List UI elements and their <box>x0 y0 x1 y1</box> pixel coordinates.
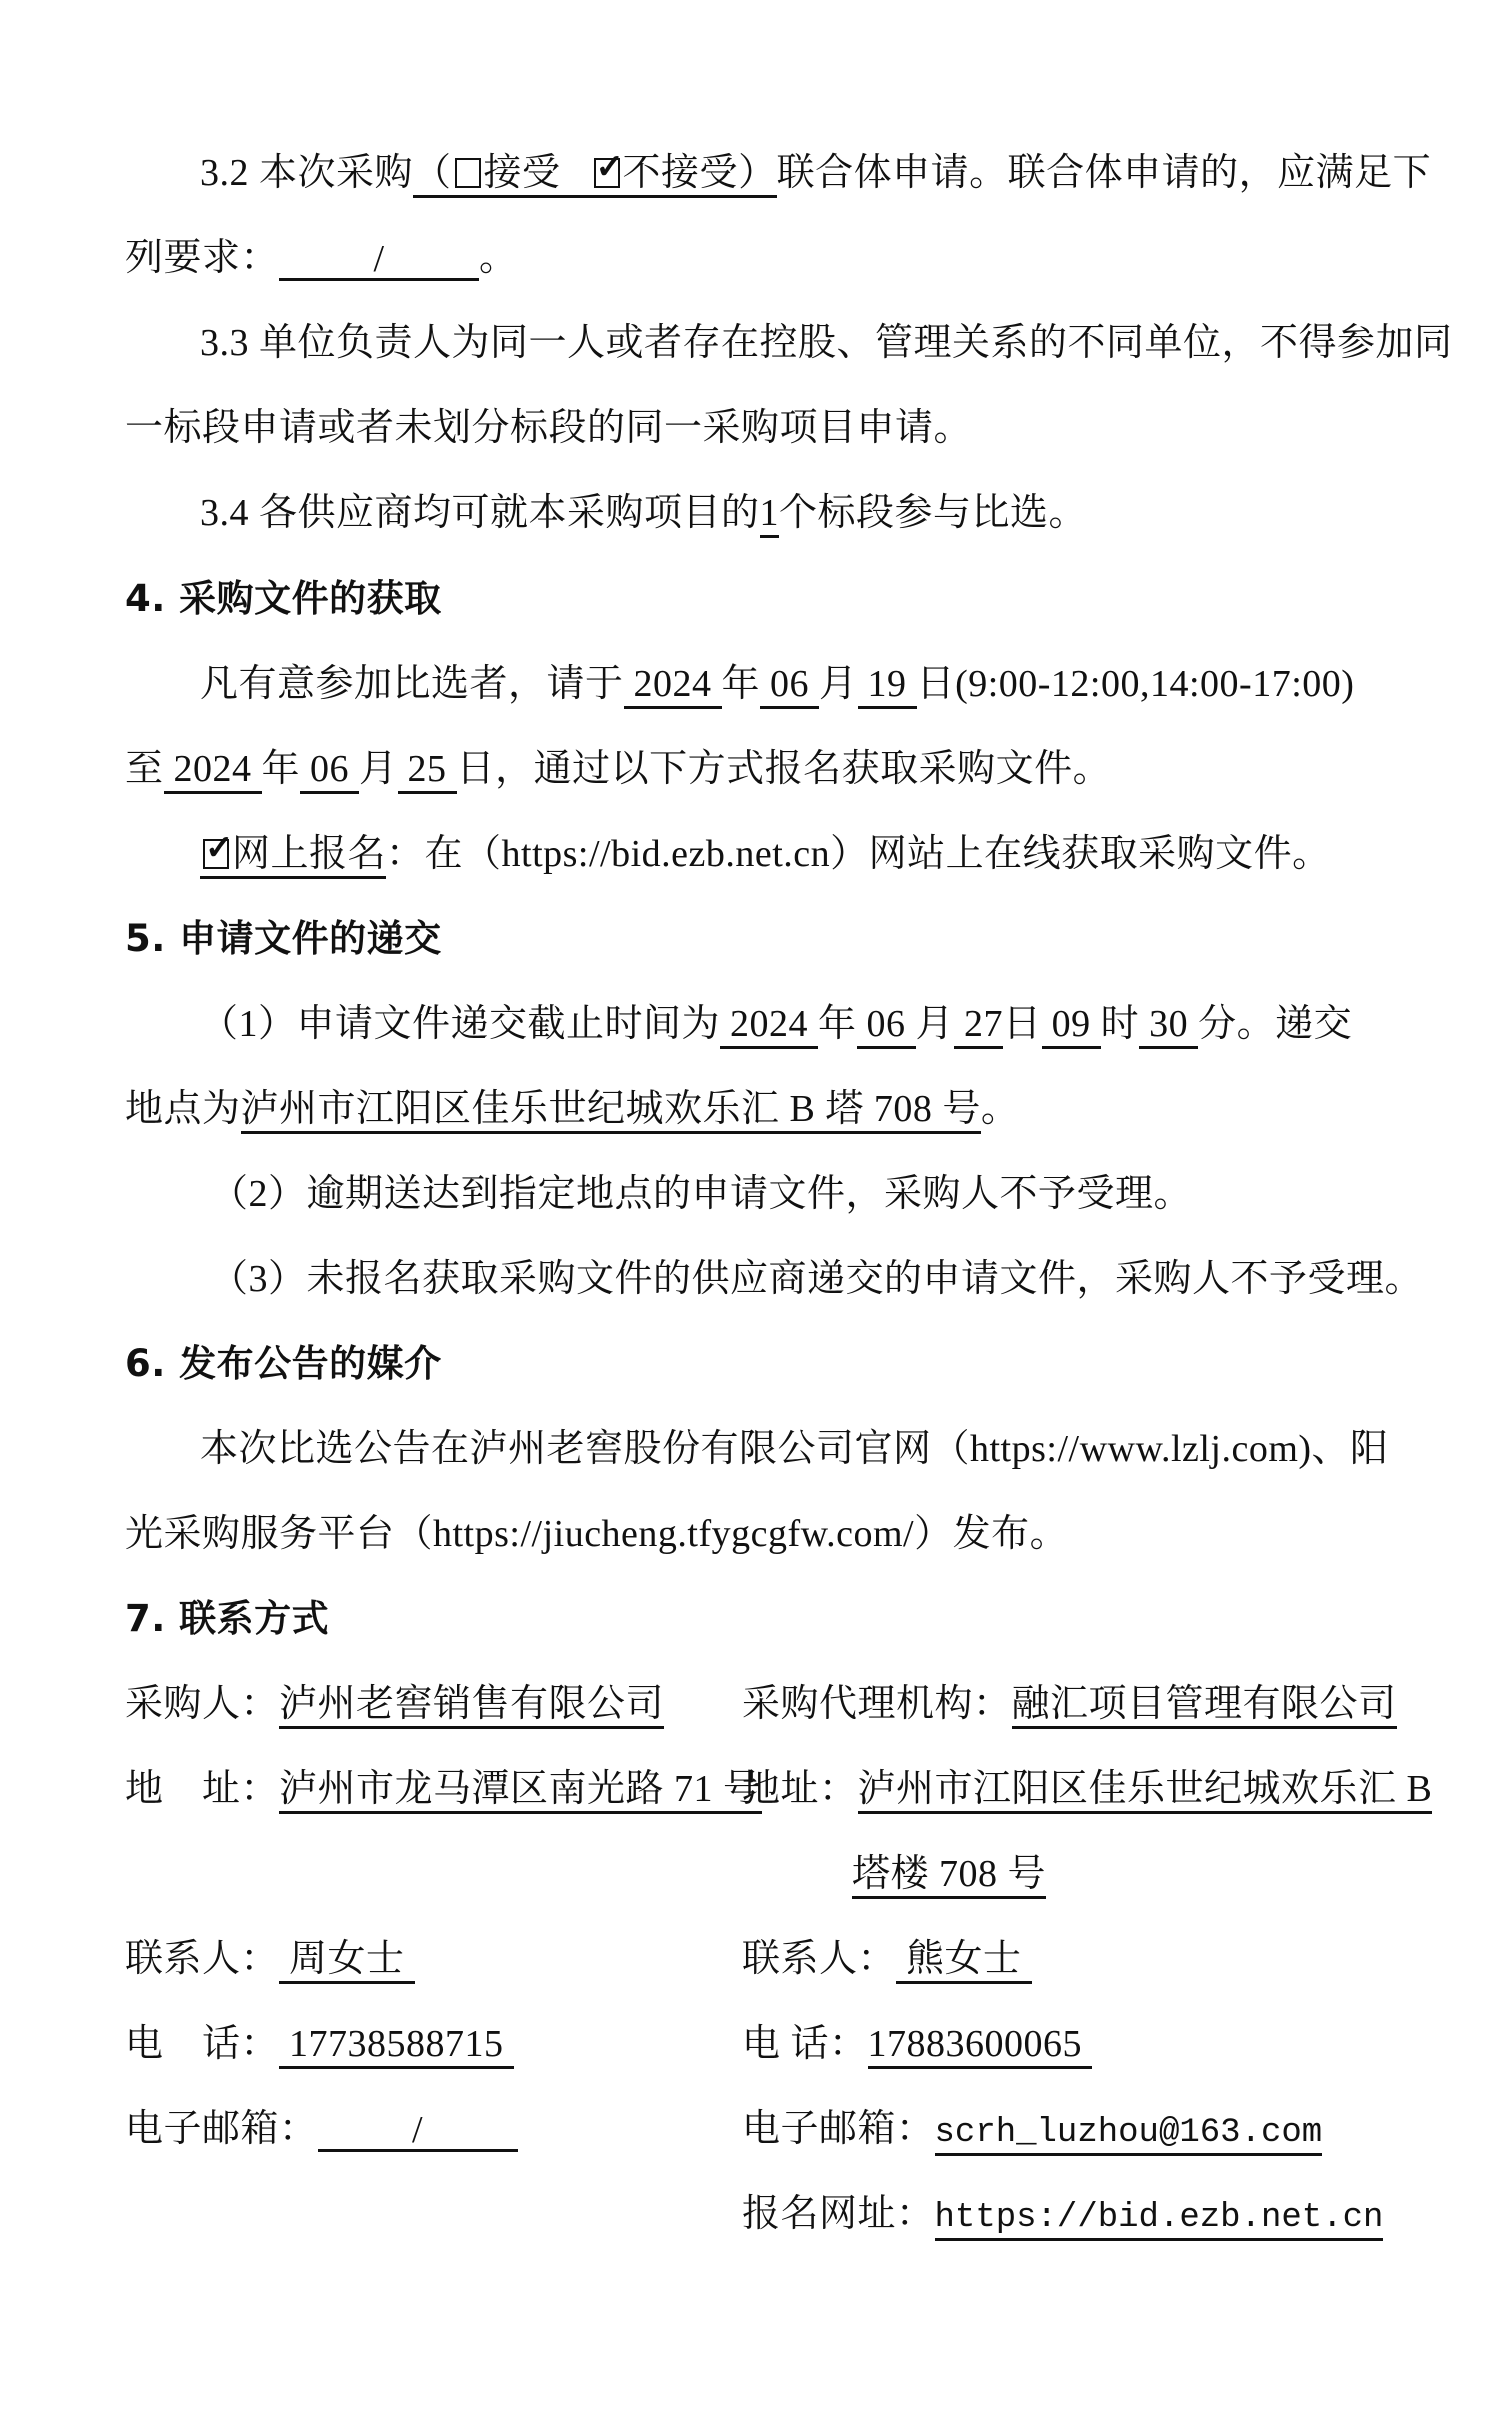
agency-row: 采购代理机构：融汇项目管理有限公司 <box>742 1681 1397 1727</box>
clause-text: 联合体申请。联合体申请的，应满足下 <box>776 152 1432 194</box>
purchaser-email-row: 电子邮箱： / <box>125 2106 518 2152</box>
lot-count: 1 <box>760 492 780 538</box>
deadline-day: 27 <box>954 1003 1003 1049</box>
requirements-label: 列要求： <box>125 237 280 279</box>
late-submission-note: （2）逾期送达到指定地点的申请文件，采购人不予受理。 <box>210 1173 1193 1215</box>
deadline-line2: 地点为泸州市江阳区佳乐世纪城欢乐汇 B 塔 708 号。 <box>125 1086 1019 1132</box>
signup-url-link[interactable]: https://bid.ezb.net.cn <box>935 2199 1384 2241</box>
clause-text: 本次采购 <box>259 152 414 194</box>
signup-url-row: 报名网址：https://bid.ezb.net.cn <box>742 2191 1383 2241</box>
office-hours: (9:00-12:00,14:00-17:00) <box>955 663 1355 705</box>
unregistered-note: （3）未报名获取采购文件的供应商递交的申请文件，采购人不予受理。 <box>210 1258 1424 1300</box>
agency-name: 融汇项目管理有限公司 <box>1012 1683 1397 1729</box>
agency-address-row: 地址：泸州市江阳区佳乐世纪城欢乐汇 B <box>742 1766 1432 1812</box>
purchaser-contact: 周女士 <box>279 1938 415 1984</box>
purchaser-row: 采购人：泸州老窖销售有限公司 <box>125 1681 664 1727</box>
purchaser-contact-row: 联系人： 周女士 <box>125 1936 415 1982</box>
clause-3-3-line1: 3.3 单位负责人为同一人或者存在控股、管理关系的不同单位，不得参加同 <box>200 322 1453 364</box>
deadline-hour: 09 <box>1042 1003 1101 1049</box>
section-4-heading: 4. 采购文件的获取 <box>125 577 442 620</box>
requirements-value: / <box>279 236 479 281</box>
start-day: 19 <box>858 663 917 709</box>
accept-checkbox[interactable] <box>455 158 481 188</box>
clause-3-2-line1 <box>200 150 1431 196</box>
deadline-year: 2024 <box>720 1003 818 1049</box>
reject-checkbox-checked[interactable] <box>594 158 620 188</box>
end-day: 25 <box>398 748 457 794</box>
purchaser-address-row: 地 址：泸州市龙马潭区南光路 71 号 <box>125 1766 762 1812</box>
clause-3-4: 3.4 各供应商均可就本采购项目的1个标段参与比选。 <box>200 490 1087 536</box>
start-month: 06 <box>760 663 819 709</box>
online-registration-option[interactable]: ✓网上报名 <box>200 833 386 879</box>
media-line2: 光采购服务平台（https://jiucheng.tfygcgfw.com/）发布。 <box>125 1513 1069 1555</box>
accept-option-label: 接受 <box>483 152 561 194</box>
section-6-heading: 6. 发布公告的媒介 <box>125 1342 442 1385</box>
media-line1: 本次比选公告在泸州老窖股份有限公司官网（https://www.lzlj.com)、阳 <box>200 1428 1389 1470</box>
agency-address-line2: 塔楼 708 号 <box>852 1853 1046 1899</box>
agency-phone: 17883600065 <box>868 2023 1093 2069</box>
agency-address-line1: 泸州市江阳区佳乐世纪城欢乐汇 B <box>858 1768 1433 1814</box>
purchaser-email: / <box>318 2107 518 2152</box>
acquisition-period-line1: 凡有意参加比选者，请于 2024 年 06 月 19 日(9:00-12:00,14:00-17:00) <box>200 661 1354 707</box>
acquisition-period-line2: 至 2024 年 06 月 25 日，通过以下方式报名获取采购文件。 <box>125 746 1111 792</box>
agency-email-row: 电子邮箱：scrh_luzhou@163.com <box>742 2106 1322 2156</box>
online-registration-text: ：在（https://bid.ezb.net.cn）网站上在线获取采购文件。 <box>386 833 1331 875</box>
end-year: 2024 <box>164 748 262 794</box>
reject-option-label: 不接受 <box>622 152 739 194</box>
section-7-heading: 7. 联系方式 <box>125 1597 330 1640</box>
clause-3-2-line2: 列要求： / 。 <box>125 237 518 280</box>
online-registration-line <box>200 831 1331 877</box>
consortium-options: （ 接受 ✓ 不接受） <box>413 152 777 198</box>
deadline-month: 06 <box>857 1003 916 1049</box>
end-month: 06 <box>300 748 359 794</box>
agency-contact-row: 联系人： 熊女士 <box>742 1936 1032 1982</box>
agency-phone-row: 电 话：17883600065 <box>742 2021 1092 2067</box>
purchaser-name: 泸州老窖销售有限公司 <box>279 1683 664 1729</box>
online-registration-checkbox-checked[interactable] <box>203 839 229 869</box>
deadline-minute: 30 <box>1139 1003 1198 1049</box>
deadline-line1: （1）申请文件递交截止时间为 2024 年 06 月 27日 09 时 30 分。递交 <box>200 1001 1352 1047</box>
purchaser-phone-row: 电 话： 17738588715 <box>125 2021 514 2067</box>
purchaser-phone: 17738588715 <box>279 2023 514 2069</box>
agency-contact: 熊女士 <box>896 1938 1032 1984</box>
agency-email[interactable]: scrh_luzhou@163.com <box>935 2114 1323 2156</box>
submission-location: 泸州市江阳区佳乐世纪城欢乐汇 B 塔 708 号 <box>241 1088 981 1134</box>
clause-number: 3.2 <box>200 152 249 194</box>
agency-address-line2-row <box>852 1851 1046 1897</box>
clause-3-3-line2: 一标段申请或者未划分标段的同一采购项目申请。 <box>125 407 973 449</box>
section-5-heading: 5. 申请文件的递交 <box>125 917 442 960</box>
start-year: 2024 <box>624 663 722 709</box>
purchaser-address: 泸州市龙马潭区南光路 71 号 <box>279 1768 762 1814</box>
